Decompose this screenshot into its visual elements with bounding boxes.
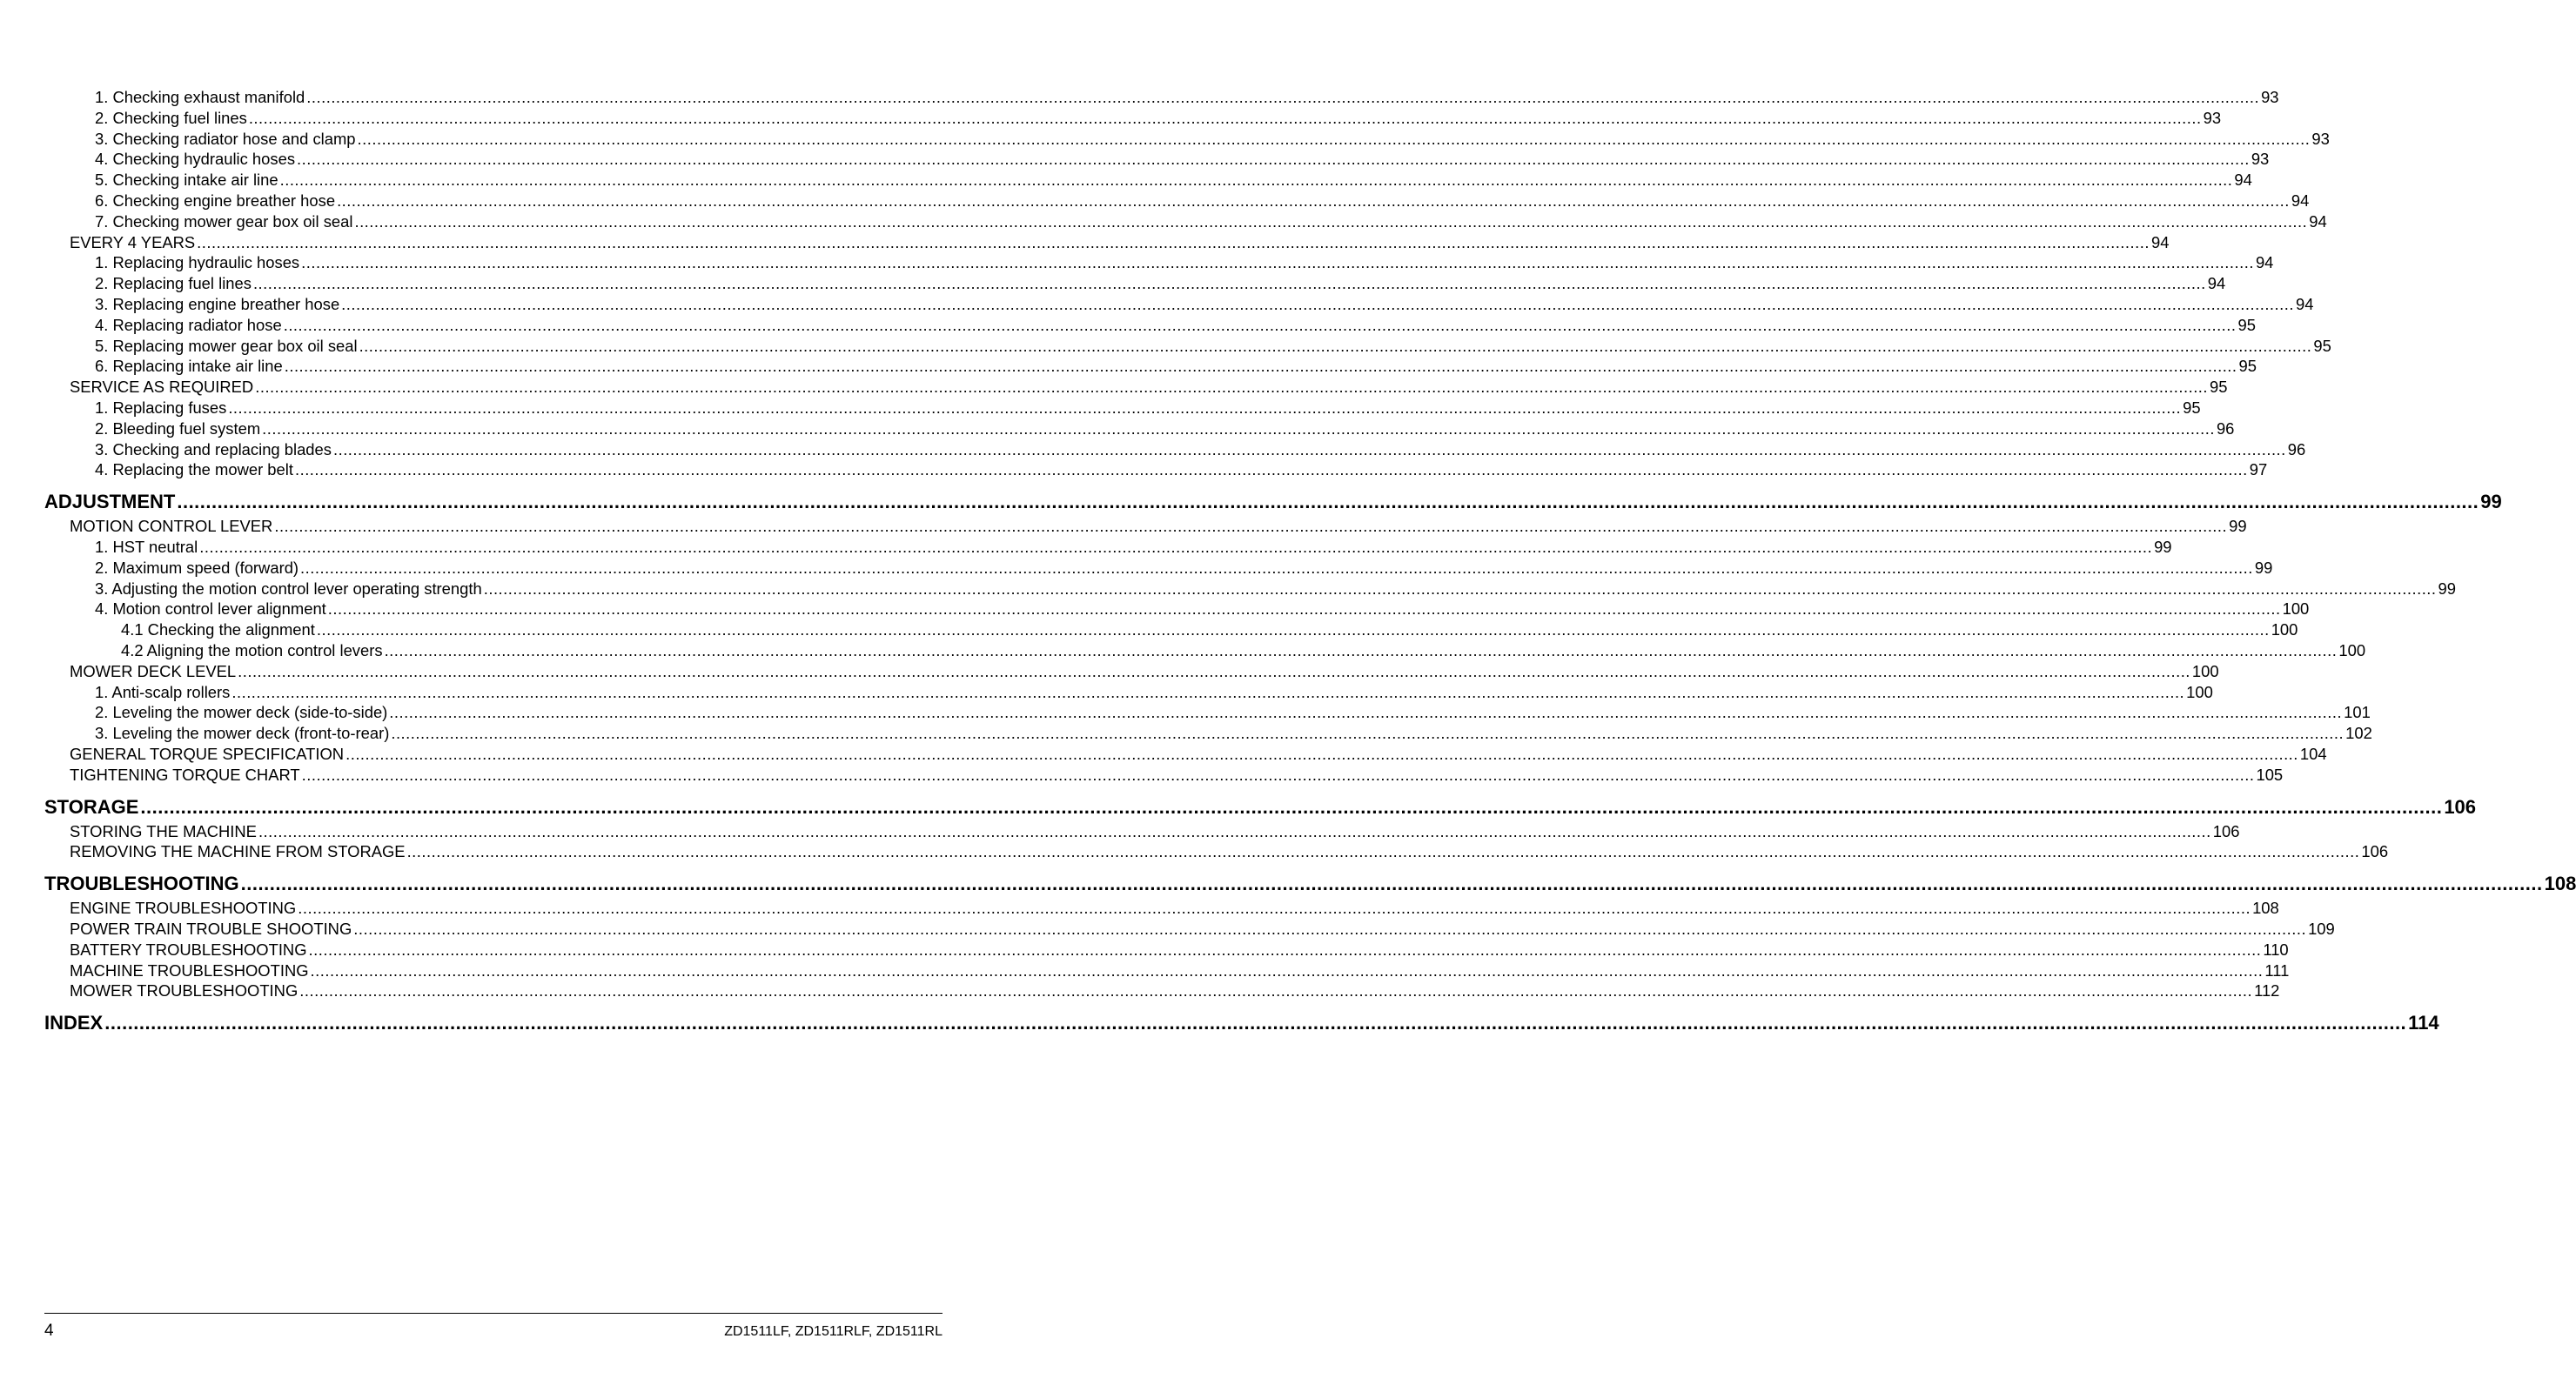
toc-entry-page: 108 bbox=[2252, 899, 2279, 918]
toc-entry[interactable] bbox=[95, 252, 2274, 273]
dot-leader: ................................................................................................................................................................................................................................................................................................................................................................................................................ bbox=[294, 460, 2248, 479]
toc-entry-title: REMOVING THE MACHINE FROM STORAGE bbox=[70, 842, 406, 861]
toc-entry-title: 3. Checking and replacing blades bbox=[95, 439, 332, 458]
dot-leader: ................................................................................................................................................................................................................................................................................................................................................................................................................ bbox=[301, 765, 2255, 784]
dot-leader: ................................................................................................................................................................................................................................................................................................................................................................................................................ bbox=[299, 981, 2253, 1000]
toc-entry-page: 94 bbox=[2295, 295, 2314, 313]
toc-entry-title: MACHINE TROUBLESHOOTING bbox=[70, 960, 309, 980]
footer-divider bbox=[44, 1313, 943, 1314]
toc-entry[interactable] bbox=[121, 640, 2366, 661]
toc-entry-page: 101 bbox=[2344, 703, 2371, 722]
dot-leader: ................................................................................................................................................................................................................................................................................................................................................................................................................ bbox=[332, 439, 2286, 458]
toc-entry[interactable] bbox=[70, 980, 2280, 1001]
toc-entry[interactable] bbox=[95, 537, 2172, 558]
toc-entry-page: 112 bbox=[2254, 981, 2280, 1000]
dot-leader: ................................................................................................................................................................................................................................................................................................................................................................................................................ bbox=[354, 211, 2308, 231]
toc-entry[interactable] bbox=[95, 459, 2268, 480]
dot-leader: ................................................................................................................................................................................................................................................................................................................................................................................................................ bbox=[306, 88, 2260, 106]
toc-entry-page: 102 bbox=[2345, 724, 2372, 743]
toc-entry-page: 94 bbox=[2234, 171, 2252, 190]
dot-leader: ................................................................................................................................................................................................................................................................................................................................................................................................................ bbox=[298, 899, 2251, 918]
toc-entry-page: 97 bbox=[2249, 460, 2268, 479]
toc-entry[interactable] bbox=[121, 619, 2298, 640]
toc-entry[interactable] bbox=[95, 579, 2456, 599]
toc-entry-title: 1. Anti-scalp rollers bbox=[95, 682, 231, 701]
toc-entry-page: 99 bbox=[2154, 538, 2172, 556]
toc-entry[interactable] bbox=[95, 294, 2314, 315]
toc-entry-title: 5. Checking intake air line bbox=[95, 171, 278, 190]
dot-leader: ................................................................................................................................................................................................................................................................................................................................................................................................................ bbox=[316, 620, 2270, 639]
toc-section-heading[interactable] bbox=[44, 490, 2502, 514]
toc-entry-title: 7. Checking mower gear box oil seal bbox=[95, 211, 353, 231]
toc-entry-title: MOWER DECK LEVEL bbox=[70, 661, 237, 680]
toc-entry[interactable] bbox=[95, 273, 2226, 294]
dot-leader: ................................................................................................................................................................................................................................................................................................................................................................................................................ bbox=[310, 960, 2264, 980]
toc-entry[interactable] bbox=[95, 87, 2279, 108]
dot-leader: ................................................................................................................................................................................................................................................................................................................................................................................................................ bbox=[240, 873, 2543, 895]
toc-entry-page: 100 bbox=[2271, 620, 2298, 639]
page-number: 4 bbox=[44, 1322, 54, 1340]
footer-model-names: ZD1511LF, ZD1511RLF, ZD1511RL bbox=[724, 1324, 943, 1339]
toc-entry-title: 5. Replacing mower gear box oil seal bbox=[95, 336, 358, 355]
toc-entry[interactable] bbox=[70, 516, 2247, 537]
toc-entry[interactable] bbox=[95, 149, 2270, 170]
toc-entry-title: 3. Checking radiator hose and clamp bbox=[95, 129, 356, 148]
toc-entry[interactable] bbox=[70, 821, 2240, 842]
toc-entry-page: 111 bbox=[2264, 960, 2290, 980]
toc-entry-title: INDEX bbox=[44, 1012, 104, 1034]
toc-entry-title: 4. Checking hydraulic hoses bbox=[95, 150, 296, 169]
dot-leader: ................................................................................................................................................................................................................................................................................................................................................................................................................ bbox=[297, 150, 2250, 169]
toc-entry-title: 4.1 Checking the alignment bbox=[121, 620, 315, 639]
toc-entry-title: 2. Replacing fuel lines bbox=[95, 274, 252, 293]
toc-entry-title: MOTION CONTROL LEVER bbox=[70, 517, 273, 536]
toc-entry[interactable] bbox=[95, 682, 2213, 703]
toc-entry-page: 99 bbox=[2480, 491, 2502, 513]
toc-entry-title: TROUBLESHOOTING bbox=[44, 873, 239, 895]
toc-entry-title: 2. Leveling the mower deck (side-to-side) bbox=[95, 703, 388, 722]
toc-entry-title: 4.2 Aligning the motion control levers bbox=[121, 641, 383, 659]
toc-entry-page: 99 bbox=[2229, 517, 2247, 536]
toc-entry-title: 6. Replacing intake air line bbox=[95, 357, 283, 376]
toc-entry[interactable] bbox=[95, 702, 2371, 723]
toc-entry[interactable] bbox=[95, 439, 2306, 460]
toc-entry-page: 106 bbox=[2212, 821, 2240, 840]
toc-entry-title: 3. Adjusting the motion control lever operating strength bbox=[95, 579, 482, 598]
toc-entry[interactable] bbox=[95, 558, 2273, 579]
toc-entry-title: STORING THE MACHINE bbox=[70, 821, 257, 840]
dot-leader: ................................................................................................................................................................................................................................................................................................................................................................................................................ bbox=[384, 641, 2338, 659]
toc-entry-page: 96 bbox=[2287, 439, 2306, 458]
toc-entry-page: 100 bbox=[2191, 661, 2219, 680]
toc-entry-page: 99 bbox=[2254, 558, 2273, 577]
toc-entry-page: 110 bbox=[2263, 940, 2289, 959]
toc-entry-title: EVERY 4 YEARS bbox=[70, 232, 196, 251]
toc-entry-page: 106 bbox=[2444, 795, 2477, 818]
toc-entry-page: 114 bbox=[2408, 1012, 2439, 1034]
toc-entry-page: 99 bbox=[2438, 579, 2456, 598]
toc-entry-page: 96 bbox=[2216, 418, 2235, 438]
toc-entry-page: 100 bbox=[2338, 641, 2366, 659]
toc-entry[interactable] bbox=[95, 723, 2372, 744]
toc-entry-title: BATTERY TROUBLESHOOTING bbox=[70, 940, 307, 959]
toc-entry[interactable] bbox=[95, 398, 2201, 418]
toc-entry-title: 1. Replacing fuses bbox=[95, 398, 227, 417]
toc-entry-title: POWER TRAIN TROUBLE SHOOTING bbox=[70, 920, 352, 938]
toc-entry-page: 106 bbox=[2361, 842, 2389, 861]
toc-entry-title: 1. Checking exhaust manifold bbox=[95, 88, 305, 106]
toc-entry[interactable] bbox=[95, 356, 2257, 377]
toc-entry[interactable] bbox=[95, 418, 2235, 439]
dot-leader: ................................................................................................................................................................................................................................................................................................................................................................................................................ bbox=[258, 821, 2211, 840]
toc-entry-page: 94 bbox=[2309, 211, 2327, 231]
dot-leader: ................................................................................................................................................................................................................................................................................................................................................................................................................ bbox=[389, 703, 2343, 722]
dot-leader: ................................................................................................................................................................................................................................................................................................................................................................................................................ bbox=[140, 795, 2443, 818]
dot-leader: ................................................................................................................................................................................................................................................................................................................................................................................................................ bbox=[197, 232, 2150, 251]
toc-entry-page: 95 bbox=[2238, 357, 2257, 376]
dot-leader: ................................................................................................................................................................................................................................................................................................................................................................................................................ bbox=[284, 357, 2237, 376]
toc-entry-page: 95 bbox=[2183, 398, 2201, 417]
dot-leader: ................................................................................................................................................................................................................................................................................................................................................................................................................ bbox=[359, 336, 2312, 355]
dot-leader: ................................................................................................................................................................................................................................................................................................................................................................................................................ bbox=[252, 274, 2206, 293]
toc-entry[interactable] bbox=[95, 191, 2310, 211]
toc-entry[interactable] bbox=[70, 960, 2290, 981]
dot-leader: ................................................................................................................................................................................................................................................................................................................................................................................................................ bbox=[177, 491, 2479, 513]
toc-entry-title: TIGHTENING TORQUE CHART bbox=[70, 765, 300, 784]
toc-entry[interactable] bbox=[70, 232, 2170, 253]
dot-leader: ................................................................................................................................................................................................................................................................................................................................................................................................................ bbox=[406, 842, 2360, 861]
toc-entry-title: 3. Leveling the mower deck (front-to-rear) bbox=[95, 724, 390, 743]
toc-entry[interactable] bbox=[95, 108, 2222, 129]
dot-leader: ................................................................................................................................................................................................................................................................................................................................................................................................................ bbox=[199, 538, 2153, 556]
toc-entry[interactable] bbox=[95, 129, 2330, 150]
dot-leader: ................................................................................................................................................................................................................................................................................................................................................................................................................ bbox=[353, 920, 2307, 938]
toc-entry-page: 109 bbox=[2308, 920, 2335, 938]
toc-entry[interactable] bbox=[70, 661, 2219, 682]
toc-entry-page: 93 bbox=[2261, 88, 2279, 106]
toc-entry-page: 95 bbox=[2313, 336, 2331, 355]
toc-entry-title: 2. Bleeding fuel system bbox=[95, 418, 261, 438]
toc-entry[interactable] bbox=[95, 599, 2310, 619]
dot-leader: ................................................................................................................................................................................................................................................................................................................................................................................................................ bbox=[345, 745, 2298, 763]
toc-entry[interactable] bbox=[70, 377, 2228, 398]
dot-leader: ................................................................................................................................................................................................................................................................................................................................................................................................................ bbox=[228, 398, 2182, 417]
dot-leader: ................................................................................................................................................................................................................................................................................................................................................................................................................ bbox=[248, 108, 2202, 127]
toc-entry-title: GENERAL TORQUE SPECIFICATION bbox=[70, 745, 345, 763]
toc-entry-title: 2. Checking fuel lines bbox=[95, 108, 247, 127]
toc-entry-page: 108 bbox=[2544, 873, 2576, 895]
toc-entry[interactable] bbox=[95, 336, 2331, 357]
dot-leader: ................................................................................................................................................................................................................................................................................................................................................................................................................ bbox=[300, 558, 2253, 577]
toc-entry-page: 93 bbox=[2251, 150, 2270, 169]
toc-entry-page: 94 bbox=[2291, 191, 2310, 210]
toc-entry-title: ADJUSTMENT bbox=[44, 491, 176, 513]
dot-leader: ................................................................................................................................................................................................................................................................................................................................................................................................................ bbox=[391, 724, 2345, 743]
toc-entry[interactable] bbox=[70, 919, 2335, 940]
toc-entry-title: MOWER TROUBLESHOOTING bbox=[70, 981, 299, 1000]
toc-entry-page: 104 bbox=[2299, 745, 2327, 763]
toc-entry-page: 94 bbox=[2255, 253, 2274, 272]
dot-leader: ................................................................................................................................................................................................................................................................................................................................................................................................................ bbox=[483, 579, 2437, 598]
toc-entry-title: 3. Replacing engine breather hose bbox=[95, 295, 340, 313]
toc-entry[interactable] bbox=[70, 940, 2289, 960]
toc-entry-title: 4. Replacing the mower belt bbox=[95, 460, 293, 479]
dot-leader: ................................................................................................................................................................................................................................................................................................................................................................................................................ bbox=[262, 418, 2215, 438]
toc-entry-page: 100 bbox=[2186, 682, 2213, 701]
dot-leader: ................................................................................................................................................................................................................................................................................................................................................................................................................ bbox=[231, 682, 2185, 701]
toc-entry-title: 6. Checking engine breather hose bbox=[95, 191, 336, 210]
dot-leader: ................................................................................................................................................................................................................................................................................................................................................................................................................ bbox=[327, 599, 2281, 619]
toc-entry-page: 93 bbox=[2203, 108, 2222, 127]
toc-section-heading[interactable] bbox=[44, 795, 2477, 820]
dot-leader: ................................................................................................................................................................................................................................................................................................................................................................................................................ bbox=[238, 661, 2190, 680]
toc-entry[interactable] bbox=[95, 211, 2327, 232]
toc-section-heading[interactable] bbox=[44, 872, 2576, 896]
toc-entry[interactable] bbox=[70, 841, 2389, 862]
dot-leader: ................................................................................................................................................................................................................................................................................................................................................................................................................ bbox=[104, 1012, 2407, 1034]
toc-entry-title: 4. Motion control lever alignment bbox=[95, 599, 326, 619]
toc-entry-page: 105 bbox=[2256, 765, 2284, 784]
dot-leader: ................................................................................................................................................................................................................................................................................................................................................................................................................ bbox=[337, 191, 2290, 210]
toc-entry[interactable] bbox=[95, 315, 2256, 336]
toc-entry-title: 1. HST neutral bbox=[95, 538, 198, 556]
dot-leader: ................................................................................................................................................................................................................................................................................................................................................................................................................ bbox=[274, 517, 2228, 536]
toc-entry[interactable] bbox=[95, 170, 2252, 191]
dot-leader: ................................................................................................................................................................................................................................................................................................................................................................................................................ bbox=[301, 253, 2254, 272]
toc-entry[interactable] bbox=[70, 744, 2327, 765]
toc-entry-page: 95 bbox=[2237, 315, 2256, 334]
toc-entry-title: SERVICE AS REQUIRED bbox=[70, 378, 254, 397]
toc-entry[interactable] bbox=[70, 898, 2279, 919]
toc-entry[interactable] bbox=[70, 765, 2284, 786]
toc-entry-title: STORAGE bbox=[44, 795, 139, 818]
toc-entry-page: 100 bbox=[2282, 599, 2310, 619]
dot-leader: ................................................................................................................................................................................................................................................................................................................................................................................................................ bbox=[283, 315, 2237, 334]
dot-leader: ................................................................................................................................................................................................................................................................................................................................................................................................................ bbox=[279, 171, 2233, 190]
toc-section-heading[interactable] bbox=[44, 1011, 2439, 1035]
dot-leader: ................................................................................................................................................................................................................................................................................................................................................................................................................ bbox=[341, 295, 2294, 313]
toc-entry-title: 2. Maximum speed (forward) bbox=[95, 558, 299, 577]
dot-leader: ................................................................................................................................................................................................................................................................................................................................................................................................................ bbox=[255, 378, 2209, 397]
dot-leader: ................................................................................................................................................................................................................................................................................................................................................................................................................ bbox=[357, 129, 2311, 148]
toc-entry-title: 1. Replacing hydraulic hoses bbox=[95, 253, 300, 272]
toc-entry-page: 93 bbox=[2311, 129, 2330, 148]
toc-entry-page: 94 bbox=[2207, 274, 2226, 293]
toc-entry-title: 4. Replacing radiator hose bbox=[95, 315, 282, 334]
toc-entry-page: 95 bbox=[2210, 378, 2228, 397]
dot-leader: ................................................................................................................................................................................................................................................................................................................................................................................................................ bbox=[308, 940, 2262, 959]
toc-entry-page: 94 bbox=[2150, 232, 2170, 251]
toc-entry-title: ENGINE TROUBLESHOOTING bbox=[70, 899, 297, 918]
